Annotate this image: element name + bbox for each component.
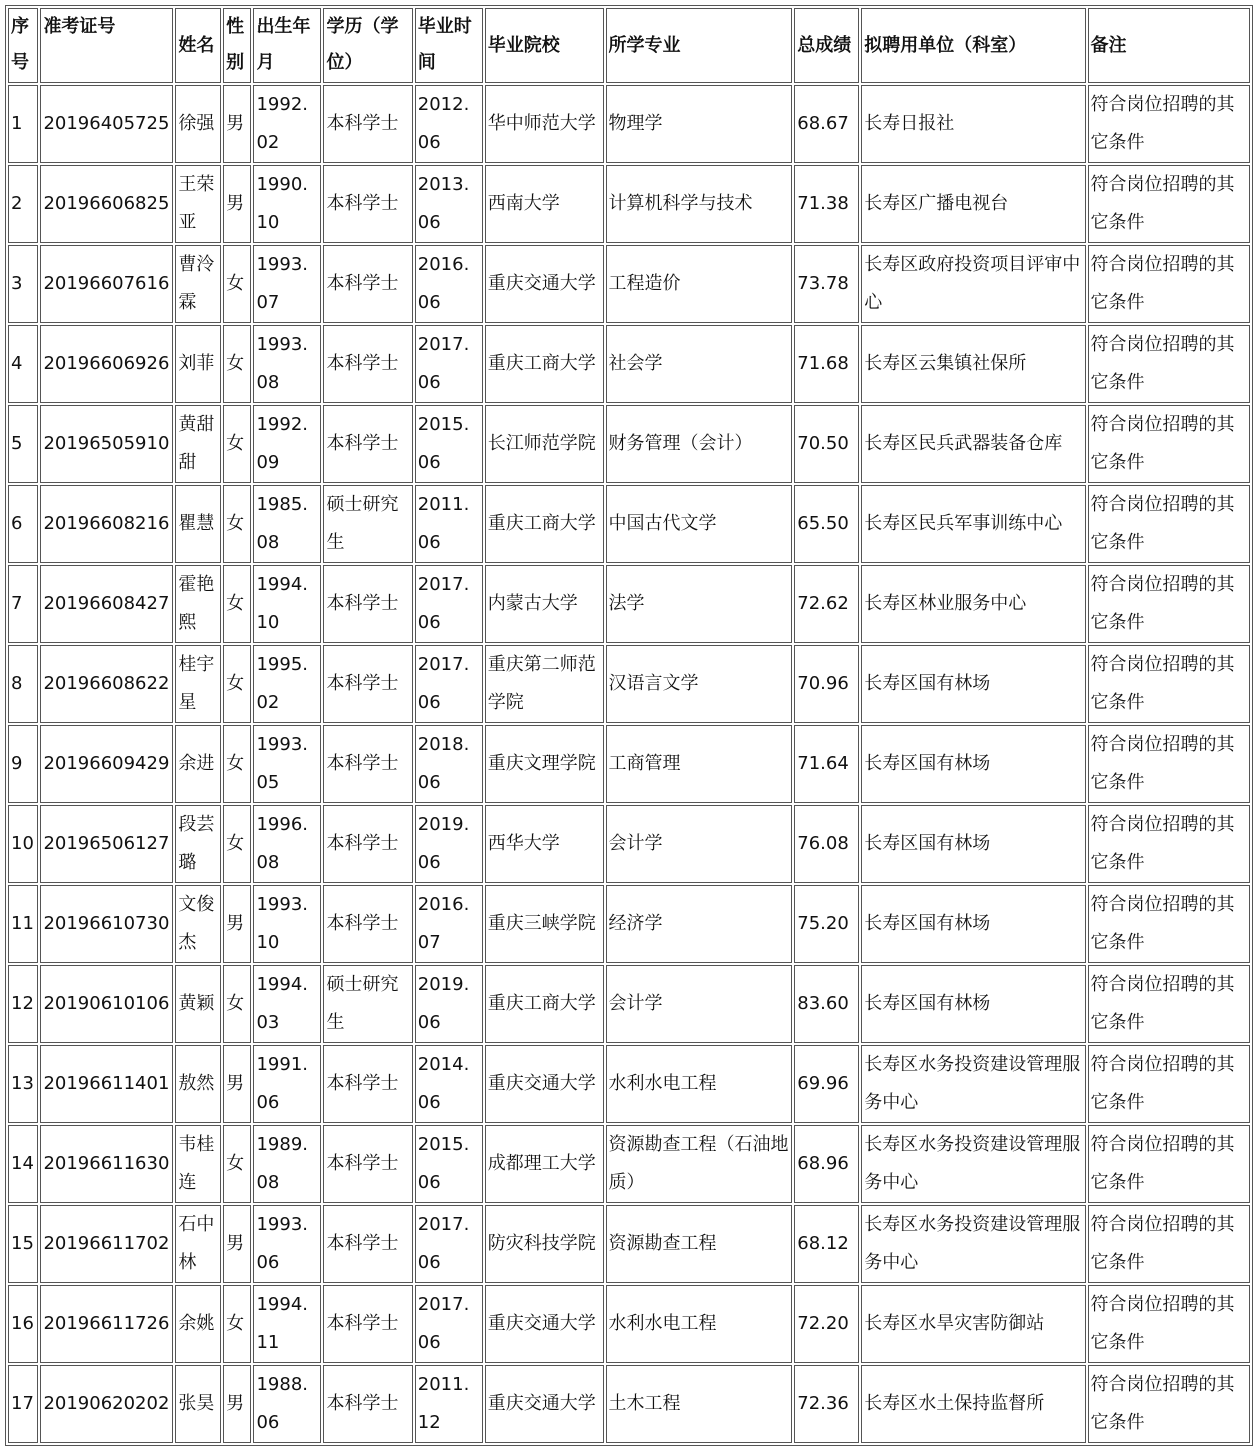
col-header-gender: 性别 [223,8,251,83]
cell-grad-date: 2011.12 [415,1365,483,1443]
cell-grad-date: 2012.06 [415,85,483,163]
cell-grad-date: 2016.06 [415,245,483,323]
cell-unit: 长寿区国有林杨 [861,965,1085,1043]
cell-unit: 长寿区国有林场 [861,725,1085,803]
cell-major: 法学 [606,565,793,643]
cell-unit: 长寿区水务投资建设管理服务中心 [861,1205,1085,1283]
cell-index: 2 [8,165,38,243]
cell-gender: 女 [223,1285,251,1363]
cell-remark: 符合岗位招聘的其它条件 [1088,1045,1250,1123]
results-table [5,5,1253,1446]
cell-grad-date: 2017.06 [415,1285,483,1363]
cell-birth: 1996.08 [253,805,321,883]
cell-exam-id: 20196405725 [40,85,173,163]
cell-score: 71.68 [794,325,859,403]
col-header-exam-id: 准考证号 [40,8,173,83]
col-header-score: 总成绩 [794,8,859,83]
cell-index: 12 [8,965,38,1043]
cell-major: 财务管理（会计） [606,405,793,483]
cell-unit: 长寿区林业服务中心 [861,565,1085,643]
cell-index: 13 [8,1045,38,1123]
cell-exam-id: 20196611630 [40,1125,173,1203]
cell-index: 9 [8,725,38,803]
cell-school: 重庆工商大学 [485,965,604,1043]
cell-score: 69.96 [794,1045,859,1123]
cell-degree: 本科学士 [323,1125,412,1203]
cell-unit: 长寿区国有林场 [861,805,1085,883]
cell-exam-id: 20196611401 [40,1045,173,1123]
cell-school: 重庆三峡学院 [485,885,604,963]
cell-remark: 符合岗位招聘的其它条件 [1088,325,1250,403]
cell-unit: 长寿区云集镇社保所 [861,325,1085,403]
cell-birth: 1994.03 [253,965,321,1043]
cell-index: 14 [8,1125,38,1203]
col-header-remark: 备注 [1088,8,1250,83]
cell-gender: 男 [223,85,251,163]
cell-major: 汉语言文学 [606,645,793,723]
cell-remark: 符合岗位招聘的其它条件 [1088,165,1250,243]
cell-birth: 1989.08 [253,1125,321,1203]
cell-unit: 长寿区广播电视台 [861,165,1085,243]
cell-school: 重庆工商大学 [485,325,604,403]
cell-score: 68.12 [794,1205,859,1283]
cell-index: 15 [8,1205,38,1283]
cell-grad-date: 2011.06 [415,485,483,563]
cell-degree: 本科学士 [323,1045,412,1123]
cell-exam-id: 20190620202 [40,1365,173,1443]
cell-score: 72.36 [794,1365,859,1443]
table-row [8,885,1250,963]
cell-score: 72.20 [794,1285,859,1363]
cell-exam-id: 20196606825 [40,165,173,243]
cell-major: 物理学 [606,85,793,163]
cell-remark: 符合岗位招聘的其它条件 [1088,805,1250,883]
cell-score: 75.20 [794,885,859,963]
cell-major: 工商管理 [606,725,793,803]
cell-birth: 1993.10 [253,885,321,963]
cell-unit: 长寿区水旱灾害防御站 [861,1285,1085,1363]
cell-degree: 本科学士 [323,565,412,643]
cell-gender: 男 [223,1045,251,1123]
cell-index: 11 [8,885,38,963]
table-row [8,805,1250,883]
cell-school: 重庆交通大学 [485,245,604,323]
table-row [8,245,1250,323]
cell-remark: 符合岗位招聘的其它条件 [1088,725,1250,803]
results-table-container [5,5,1253,1446]
cell-major: 资源勘查工程 [606,1205,793,1283]
cell-birth: 1985.08 [253,485,321,563]
cell-remark: 符合岗位招聘的其它条件 [1088,85,1250,163]
cell-gender: 女 [223,325,251,403]
cell-index: 7 [8,565,38,643]
cell-degree: 硕士研究生 [323,485,412,563]
cell-school: 重庆交通大学 [485,1285,604,1363]
cell-grad-date: 2017.06 [415,645,483,723]
cell-index: 4 [8,325,38,403]
cell-name: 石中林 [175,1205,221,1283]
table-row [8,965,1250,1043]
cell-remark: 符合岗位招聘的其它条件 [1088,485,1250,563]
cell-index: 1 [8,85,38,163]
cell-name: 黄颖 [175,965,221,1043]
cell-birth: 1992.02 [253,85,321,163]
cell-school: 长江师范学院 [485,405,604,483]
col-header-school: 毕业院校 [485,8,604,83]
cell-birth: 1993.08 [253,325,321,403]
cell-gender: 男 [223,165,251,243]
cell-gender: 女 [223,725,251,803]
cell-major: 会计学 [606,805,793,883]
cell-index: 10 [8,805,38,883]
cell-index: 16 [8,1285,38,1363]
cell-grad-date: 2016.07 [415,885,483,963]
table-header-row [8,8,1250,83]
cell-school: 内蒙古大学 [485,565,604,643]
cell-grad-date: 2017.06 [415,565,483,643]
cell-major: 计算机科学与技术 [606,165,793,243]
table-row [8,325,1250,403]
cell-school: 西华大学 [485,805,604,883]
cell-gender: 女 [223,1125,251,1203]
cell-index: 3 [8,245,38,323]
col-header-major: 所学专业 [606,8,793,83]
cell-degree: 本科学士 [323,885,412,963]
cell-major: 土木工程 [606,1365,793,1443]
cell-index: 6 [8,485,38,563]
cell-birth: 1993.07 [253,245,321,323]
cell-degree: 本科学士 [323,85,412,163]
cell-score: 68.67 [794,85,859,163]
table-row [8,1205,1250,1283]
cell-birth: 1994.10 [253,565,321,643]
cell-exam-id: 20196505910 [40,405,173,483]
cell-remark: 符合岗位招聘的其它条件 [1088,1125,1250,1203]
col-header-grad-date: 毕业时间 [415,8,483,83]
table-row [8,1045,1250,1123]
cell-exam-id: 20190610106 [40,965,173,1043]
cell-name: 曹泠霖 [175,245,221,323]
cell-degree: 本科学士 [323,1205,412,1283]
cell-exam-id: 20196607616 [40,245,173,323]
cell-birth: 1991.06 [253,1045,321,1123]
col-header-name: 姓名 [175,8,221,83]
cell-unit: 长寿日报社 [861,85,1085,163]
table-row [8,1365,1250,1443]
cell-exam-id: 20196611702 [40,1205,173,1283]
cell-degree: 本科学士 [323,805,412,883]
cell-remark: 符合岗位招聘的其它条件 [1088,1205,1250,1283]
table-row [8,725,1250,803]
cell-degree: 本科学士 [323,725,412,803]
cell-school: 重庆第二师范学院 [485,645,604,723]
cell-degree: 硕士研究生 [323,965,412,1043]
cell-score: 73.78 [794,245,859,323]
cell-score: 71.38 [794,165,859,243]
cell-birth: 1994.11 [253,1285,321,1363]
cell-unit: 长寿区政府投资项目评审中心 [861,245,1085,323]
cell-major: 水利水电工程 [606,1045,793,1123]
cell-gender: 女 [223,565,251,643]
cell-score: 71.64 [794,725,859,803]
table-row [8,565,1250,643]
cell-gender: 男 [223,885,251,963]
col-header-unit: 拟聘用单位（科室） [861,8,1085,83]
cell-birth: 1988.06 [253,1365,321,1443]
table-body [8,85,1250,1443]
cell-score: 68.96 [794,1125,859,1203]
cell-gender: 男 [223,1205,251,1283]
cell-remark: 符合岗位招聘的其它条件 [1088,885,1250,963]
cell-score: 65.50 [794,485,859,563]
cell-name: 桂宇星 [175,645,221,723]
cell-exam-id: 20196611726 [40,1285,173,1363]
col-header-degree: 学历（学位） [323,8,412,83]
cell-unit: 长寿区水土保持监督所 [861,1365,1085,1443]
cell-name: 文俊杰 [175,885,221,963]
table-row [8,1125,1250,1203]
cell-degree: 本科学士 [323,1285,412,1363]
cell-major: 工程造价 [606,245,793,323]
cell-major: 经济学 [606,885,793,963]
cell-exam-id: 20196610730 [40,885,173,963]
cell-index: 5 [8,405,38,483]
col-header-birth: 出生年月 [253,8,321,83]
table-row [8,85,1250,163]
cell-name: 瞿慧 [175,485,221,563]
cell-unit: 长寿区国有林场 [861,645,1085,723]
cell-degree: 本科学士 [323,245,412,323]
cell-gender: 女 [223,965,251,1043]
cell-remark: 符合岗位招聘的其它条件 [1088,1365,1250,1443]
table-row [8,645,1250,723]
cell-school: 西南大学 [485,165,604,243]
cell-name: 段芸璐 [175,805,221,883]
cell-name: 韦桂连 [175,1125,221,1203]
cell-school: 防灾科技学院 [485,1205,604,1283]
table-row [8,165,1250,243]
cell-name: 余进 [175,725,221,803]
cell-birth: 1993.05 [253,725,321,803]
cell-unit: 长寿区民兵军事训练中心 [861,485,1085,563]
cell-degree: 本科学士 [323,1365,412,1443]
cell-degree: 本科学士 [323,645,412,723]
cell-score: 70.96 [794,645,859,723]
cell-gender: 女 [223,645,251,723]
cell-exam-id: 20196608622 [40,645,173,723]
cell-gender: 女 [223,805,251,883]
table-row [8,405,1250,483]
cell-grad-date: 2015.06 [415,1125,483,1203]
cell-grad-date: 2017.06 [415,325,483,403]
cell-gender: 男 [223,1365,251,1443]
cell-degree: 本科学士 [323,405,412,483]
cell-unit: 长寿区水务投资建设管理服务中心 [861,1125,1085,1203]
cell-exam-id: 20196506127 [40,805,173,883]
cell-school: 重庆交通大学 [485,1365,604,1443]
cell-gender: 女 [223,405,251,483]
cell-remark: 符合岗位招聘的其它条件 [1088,645,1250,723]
cell-score: 70.50 [794,405,859,483]
cell-exam-id: 20196608216 [40,485,173,563]
cell-school: 华中师范大学 [485,85,604,163]
cell-grad-date: 2014.06 [415,1045,483,1123]
cell-unit: 长寿区国有林场 [861,885,1085,963]
cell-major: 中国古代文学 [606,485,793,563]
cell-name: 黄甜甜 [175,405,221,483]
cell-name: 王荣亚 [175,165,221,243]
cell-index: 17 [8,1365,38,1443]
cell-remark: 符合岗位招聘的其它条件 [1088,405,1250,483]
cell-major: 水利水电工程 [606,1285,793,1363]
cell-birth: 1995.02 [253,645,321,723]
cell-grad-date: 2015.06 [415,405,483,483]
cell-birth: 1990.10 [253,165,321,243]
cell-index: 8 [8,645,38,723]
cell-name: 张昊 [175,1365,221,1443]
cell-name: 刘菲 [175,325,221,403]
cell-name: 徐强 [175,85,221,163]
cell-major: 会计学 [606,965,793,1043]
cell-exam-id: 20196608427 [40,565,173,643]
cell-school: 重庆文理学院 [485,725,604,803]
col-header-index: 序号 [8,8,38,83]
cell-school: 成都理工大学 [485,1125,604,1203]
cell-unit: 长寿区水务投资建设管理服务中心 [861,1045,1085,1123]
cell-remark: 符合岗位招聘的其它条件 [1088,245,1250,323]
cell-name: 霍艳熙 [175,565,221,643]
table-row [8,1285,1250,1363]
cell-grad-date: 2017.06 [415,1205,483,1283]
table-row [8,485,1250,563]
cell-major: 社会学 [606,325,793,403]
cell-score: 72.62 [794,565,859,643]
cell-degree: 本科学士 [323,325,412,403]
cell-birth: 1992.09 [253,405,321,483]
cell-school: 重庆交通大学 [485,1045,604,1123]
cell-school: 重庆工商大学 [485,485,604,563]
cell-grad-date: 2013.06 [415,165,483,243]
cell-score: 76.08 [794,805,859,883]
cell-score: 83.60 [794,965,859,1043]
cell-remark: 符合岗位招聘的其它条件 [1088,1285,1250,1363]
cell-remark: 符合岗位招聘的其它条件 [1088,565,1250,643]
cell-name: 敖然 [175,1045,221,1123]
cell-unit: 长寿区民兵武器装备仓库 [861,405,1085,483]
cell-birth: 1993.06 [253,1205,321,1283]
cell-remark: 符合岗位招聘的其它条件 [1088,965,1250,1043]
cell-major: 资源勘查工程（石油地质） [606,1125,793,1203]
cell-gender: 女 [223,485,251,563]
cell-degree: 本科学士 [323,165,412,243]
cell-grad-date: 2019.06 [415,965,483,1043]
cell-grad-date: 2018.06 [415,725,483,803]
cell-exam-id: 20196606926 [40,325,173,403]
cell-grad-date: 2019.06 [415,805,483,883]
cell-name: 余姚 [175,1285,221,1363]
cell-gender: 女 [223,245,251,323]
cell-exam-id: 20196609429 [40,725,173,803]
